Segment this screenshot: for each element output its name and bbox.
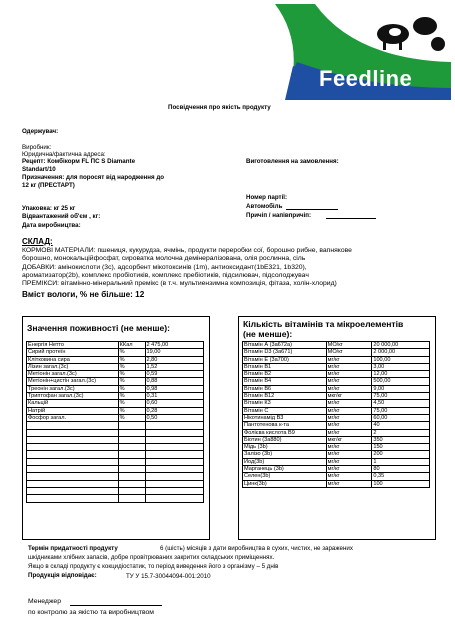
order-label: Виготовлення на замовлення: — [246, 158, 339, 165]
vitamins-row — [243, 422, 430, 429]
nutrition-value-cell: 0,50 — [145, 414, 204, 421]
nutrition-row — [27, 487, 204, 494]
shipped-volume-label: Відвантажений об'єм , кг: — [22, 213, 101, 220]
vitamins-value-cell: 2 000,00 — [372, 349, 430, 356]
vitamins-unit-cell: мг/кг — [326, 385, 372, 392]
vitamins-row — [243, 473, 430, 480]
vitamins-value-cell: 20 000,00 — [372, 342, 430, 349]
vitamins-unit-cell: мг/кг — [326, 480, 372, 487]
purpose-line-2: 12 кг (ПРЕСТАРТ) — [22, 182, 75, 189]
nutrition-unit-cell — [118, 487, 145, 494]
nutrition-name-cell: Натрій — [27, 407, 119, 414]
nutrition-name-cell: Кліткoвина сира — [27, 356, 119, 363]
nutrition-value-cell — [145, 480, 204, 487]
nutrition-unit-cell: ККал — [118, 342, 145, 349]
vitamins-name-cell: Марганець (3b) — [243, 466, 327, 473]
nutrition-unit-cell: % — [118, 356, 145, 363]
nutrition-name-cell: Метіонін+цистін загал.(3с) — [27, 378, 119, 385]
vitamins-unit-cell: мг/кг — [326, 422, 372, 429]
vitamins-unit-cell: мг/кг — [326, 363, 372, 370]
trailer-label: Причіп / напівпричіп: — [246, 212, 312, 219]
nutrition-name-cell — [27, 487, 119, 494]
vitamins-row — [243, 400, 430, 407]
nutrition-unit-cell: % — [118, 407, 145, 414]
manager-signature-line — [70, 605, 162, 606]
nutrition-value-cell — [145, 466, 204, 473]
vitamins-unit-cell: мг/кг — [326, 414, 372, 421]
batch-number-label: Номер партії: — [246, 194, 288, 201]
nutrition-value-cell — [145, 451, 204, 458]
nutrition-name-cell — [27, 480, 119, 487]
vitamins-name-cell: Вітамін D3 (3a671) — [243, 349, 327, 356]
nutrition-name-cell: Метіонін загал.(3с) — [27, 371, 119, 378]
vitamins-unit-cell: мг/кг — [326, 371, 372, 378]
nutrition-row — [27, 414, 204, 421]
vitamins-unit-cell: мг/кг — [326, 444, 372, 451]
nutrition-unit-cell: % — [118, 349, 145, 356]
vitamins-name-cell: Вітамін К3 — [243, 400, 327, 407]
composition-heading: СКЛАД: — [22, 237, 53, 246]
nutrition-value-cell — [145, 436, 204, 443]
nutrition-value-cell — [145, 422, 204, 429]
nutrition-value-cell: 0,28 — [145, 407, 204, 414]
vitamins-title-line-2: (не менше): — [243, 329, 293, 339]
vitamins-unit-cell: мг/кг — [326, 466, 372, 473]
composition-line-2: борошно, монокальційфосфат, сироватка молочна демінералізована, олія рослинна, сіль — [22, 255, 306, 263]
vitamins-row — [243, 385, 430, 392]
nutrition-unit-cell — [118, 436, 145, 443]
vitamins-row — [243, 342, 430, 349]
vitamins-value-cell: 2 — [372, 429, 430, 436]
nutrition-value-cell — [145, 487, 204, 494]
nutrition-row — [27, 349, 204, 356]
vitamins-unit-cell: мг/кг — [326, 407, 372, 414]
nutrition-name-cell — [27, 436, 119, 443]
vitamins-row — [243, 407, 430, 414]
nutrition-name-cell: Треонін загал.(3с) — [27, 385, 119, 392]
vitamins-unit-cell: МО/кг — [326, 349, 372, 356]
vitamins-unit-cell: МО/кг — [326, 342, 372, 349]
vitamins-name-cell: Вітамін С — [243, 407, 327, 414]
nutrition-value-cell — [145, 473, 204, 480]
vehicle-line — [286, 209, 338, 210]
composition-line-3: ДОБАВКИ: амінокислоти (3с), адсорбент мікотоксинів (1m), антиоксидант(1bE321, 1b320), — [22, 263, 307, 271]
vitamins-row — [243, 356, 430, 363]
coccidiostat-note: Якщо в складі продукту є кокцидіостатик, то період виведення його з організму – 5 днів — [28, 563, 279, 570]
nutrition-row — [27, 495, 204, 502]
composition-text — [22, 247, 352, 288]
shelf-life-text-2: шкідниками хлібних запасів, добре провітрюваних закритих складських приміщеннях. — [28, 554, 275, 561]
nutrition-value-cell — [145, 444, 204, 451]
shelf-life-label: Термін придатності продукту — [28, 545, 118, 552]
compliance-value: ТУ У 15.7-30044094-001:2010 — [126, 573, 211, 580]
nutrition-row — [27, 422, 204, 429]
nutrition-unit-cell: % — [118, 378, 145, 385]
trailer-line — [326, 218, 376, 219]
vitamins-name-cell: Вітамін Е (3a700) — [243, 356, 327, 363]
composition-line-4: ароматизатор(2b), комплекс пробіотиків, комплекс пребіотиків, підсилювач, підсолоджувач — [22, 271, 309, 279]
vitamins-row — [243, 414, 430, 421]
vitamins-row — [243, 480, 430, 487]
vitamins-value-cell: 80 — [372, 466, 430, 473]
nutrition-unit-cell — [118, 466, 145, 473]
vitamins-name-cell: Йод(3b) — [243, 458, 327, 465]
nutrition-value-cell — [145, 429, 204, 436]
nutrition-row — [27, 342, 204, 349]
vitamins-row — [243, 378, 430, 385]
vitamins-row — [243, 444, 430, 451]
vitamins-name-cell: Нікотинамід В3 — [243, 414, 327, 421]
nutrition-name-cell — [27, 466, 119, 473]
vitamins-value-cell: 200 — [372, 451, 430, 458]
nutrition-value-cell: 2,80 — [145, 356, 204, 363]
manufacture-date-label: Дата виробництва: — [22, 222, 81, 229]
nutrition-row — [27, 371, 204, 378]
vitamins-unit-cell: мг/кг — [326, 473, 372, 480]
nutrition-name-cell — [27, 429, 119, 436]
moisture-content: Вміст вологи, % не більше: 12 — [22, 290, 145, 299]
vitamins-value-cell: 3,00 — [372, 363, 430, 370]
nutrition-row — [27, 436, 204, 443]
vitamins-value-cell: 9,00 — [372, 385, 430, 392]
nutrition-row — [27, 480, 204, 487]
nutrition-name-cell — [27, 473, 119, 480]
vitamins-value-cell: 100 — [372, 480, 430, 487]
vitamins-row — [243, 371, 430, 378]
vitamins-name-cell: Залізо (3b) — [243, 451, 327, 458]
nutrition-value-cell: 0,60 — [145, 400, 204, 407]
logo-text: Feedline — [319, 66, 413, 91]
nutrition-value-cell — [145, 458, 204, 465]
packaging-label: Упаковка: кг 25 кг — [22, 205, 76, 212]
nutrition-row — [27, 466, 204, 473]
nutrition-row — [27, 407, 204, 414]
nutrition-unit-cell: % — [118, 414, 145, 421]
vitamins-row — [243, 436, 430, 443]
vitamins-row — [243, 393, 430, 400]
nutrition-row — [27, 458, 204, 465]
composition-line-1: КОРМОВІ МАТЕРІАЛИ: пшениця, кукурудза, ячмінь, продукти переробки сої, борошно рибне, вапнякове — [22, 247, 352, 254]
vitamins-name-cell: Мідь (3b) — [243, 444, 327, 451]
purpose-line-1: Призначення: для поросят від народження до — [22, 174, 165, 181]
vitamins-row — [243, 451, 430, 458]
recipe-line-2: Standart/10 — [22, 166, 56, 173]
nutrition-row — [27, 393, 204, 400]
nutrition-name-cell: Триптофан загал.(3с) — [27, 393, 119, 400]
vitamins-table — [242, 341, 430, 488]
vitamins-title-line-1: Кількість вітамінів та мікроелементів — [243, 319, 404, 329]
nutrition-name-cell — [27, 495, 119, 502]
vitamins-row — [243, 349, 430, 356]
nutrition-unit-cell: % — [118, 393, 145, 400]
nutrition-row — [27, 429, 204, 436]
nutrition-value-cell: 19,00 — [145, 349, 204, 356]
vitamins-name-cell: Цинк(3b) — [243, 480, 327, 487]
nutrition-unit-cell — [118, 458, 145, 465]
shelf-life-text: 6 (шість) місяців з дати виробництва в сухих, чистих, не заражених — [160, 545, 353, 552]
recipe-line-1: Рецепт: Комбікорм FL ПС S Diamante — [22, 158, 136, 165]
vitamins-name-cell: Вітамін В12 — [243, 393, 327, 400]
nutrition-unit-cell: % — [118, 363, 145, 370]
vitamins-value-cell: 150 — [372, 444, 430, 451]
vitamins-unit-cell: мг/кг — [326, 451, 372, 458]
nutrition-name-cell — [27, 458, 119, 465]
vitamins-unit-cell: мкг/кг — [326, 393, 372, 400]
vitamins-row — [243, 429, 430, 436]
nutrition-unit-cell — [118, 444, 145, 451]
nutrition-row — [27, 444, 204, 451]
vitamins-value-cell: 60,00 — [372, 414, 430, 421]
nutrition-table — [26, 341, 204, 503]
nutrition-value-cell: 1,52 — [145, 363, 204, 370]
nutrition-value-cell: 0,88 — [145, 378, 204, 385]
manager-label: Менеджер — [28, 598, 61, 605]
nutrition-unit-cell: % — [118, 385, 145, 392]
vitamins-name-cell: Вітамін В2 — [243, 371, 327, 378]
vitamins-unit-cell: мг/кг — [326, 458, 372, 465]
vitamins-name-cell: Селен(3b) — [243, 473, 327, 480]
vitamins-unit-cell: мг/кг — [326, 356, 372, 363]
vitamins-value-cell: 75,00 — [372, 393, 430, 400]
nutrition-name-cell: Кальцій — [27, 400, 119, 407]
vitamins-name-cell: Пантотенова к-та — [243, 422, 327, 429]
vitamins-value-cell: 40 — [372, 422, 430, 429]
nutrition-value-cell: 0,31 — [145, 393, 204, 400]
recipient-label: Одержувач: — [22, 128, 59, 135]
composition-line-5: ПРЕМІКСИ: вітамінно-мінеральний премікс (в т.ч. мультиензимна композиція, фітаза, холін-хлорид) — [22, 280, 337, 288]
vehicle-label: Автомобіль — [246, 203, 283, 210]
nutrition-name-cell — [27, 444, 119, 451]
nutrition-name-cell: Фосфор загал. — [27, 414, 119, 421]
vitamins-value-cell: 75,00 — [372, 407, 430, 414]
vitamins-value-cell: 0,35 — [372, 473, 430, 480]
manufacturer-label: Виробник: — [22, 144, 52, 151]
nutrition-name-cell: Сирий протеїн — [27, 349, 119, 356]
vitamins-name-cell: Вітамін А (3a672a) — [243, 342, 327, 349]
vitamins-unit-cell: мг/кг — [326, 400, 372, 407]
vitamins-name-cell: Вітамін В1 — [243, 363, 327, 370]
nutrition-unit-cell — [118, 429, 145, 436]
nutrition-unit-cell: % — [118, 371, 145, 378]
vitamins-name-cell: Вітамін В6 — [243, 385, 327, 392]
nutrition-value-cell — [145, 495, 204, 502]
vitamins-value-cell: 350 — [372, 436, 430, 443]
feedline-logo — [275, 4, 451, 100]
nutrition-title: Значення поживності (не менше): — [27, 323, 170, 333]
nutrition-name-cell: Енергія Нетто — [27, 342, 119, 349]
nutrition-value-cell: 0,59 — [145, 371, 204, 378]
nutrition-name-cell — [27, 422, 119, 429]
nutrition-row — [27, 385, 204, 392]
nutrition-row — [27, 356, 204, 363]
nutrition-row — [27, 473, 204, 480]
vitamins-name-cell: Вітамін В4 — [243, 378, 327, 385]
address-label: Юридична/фактична адреса: — [22, 151, 106, 158]
document-title: Посвідчення про якість продукту — [168, 104, 271, 111]
nutrition-name-cell — [27, 451, 119, 458]
vitamins-unit-cell: мг/кг — [326, 378, 372, 385]
vitamins-value-cell: 12,00 — [372, 371, 430, 378]
nutrition-unit-cell — [118, 480, 145, 487]
vitamins-row — [243, 458, 430, 465]
vitamins-name-cell: Фолієва кислота В9 — [243, 429, 327, 436]
nutrition-unit-cell — [118, 495, 145, 502]
vitamins-row — [243, 363, 430, 370]
vitamins-unit-cell: мг/кг — [326, 429, 372, 436]
vitamins-value-cell: 1 — [372, 458, 430, 465]
vitamins-value-cell: 100,00 — [372, 356, 430, 363]
nutrition-row — [27, 400, 204, 407]
qc-label: по контролю за якістю та виробництвом — [28, 609, 154, 616]
nutrition-value-cell: 0,98 — [145, 385, 204, 392]
nutrition-name-cell: Лізин загал.(3с) — [27, 363, 119, 370]
nutrition-unit-cell — [118, 451, 145, 458]
compliance-label: Продукція відповідає: — [28, 572, 97, 579]
vitamins-name-cell: Біотин (3a880) — [243, 436, 327, 443]
vitamins-unit-cell: мкг/кг — [326, 436, 372, 443]
nutrition-row — [27, 451, 204, 458]
vitamins-row — [243, 466, 430, 473]
nutrition-unit-cell — [118, 422, 145, 429]
nutrition-row — [27, 378, 204, 385]
vitamins-value-cell: 500,00 — [372, 378, 430, 385]
nutrition-unit-cell: % — [118, 400, 145, 407]
nutrition-unit-cell — [118, 473, 145, 480]
vitamins-value-cell: 4,50 — [372, 400, 430, 407]
nutrition-value-cell: 2 475,00 — [145, 342, 204, 349]
nutrition-row — [27, 363, 204, 370]
